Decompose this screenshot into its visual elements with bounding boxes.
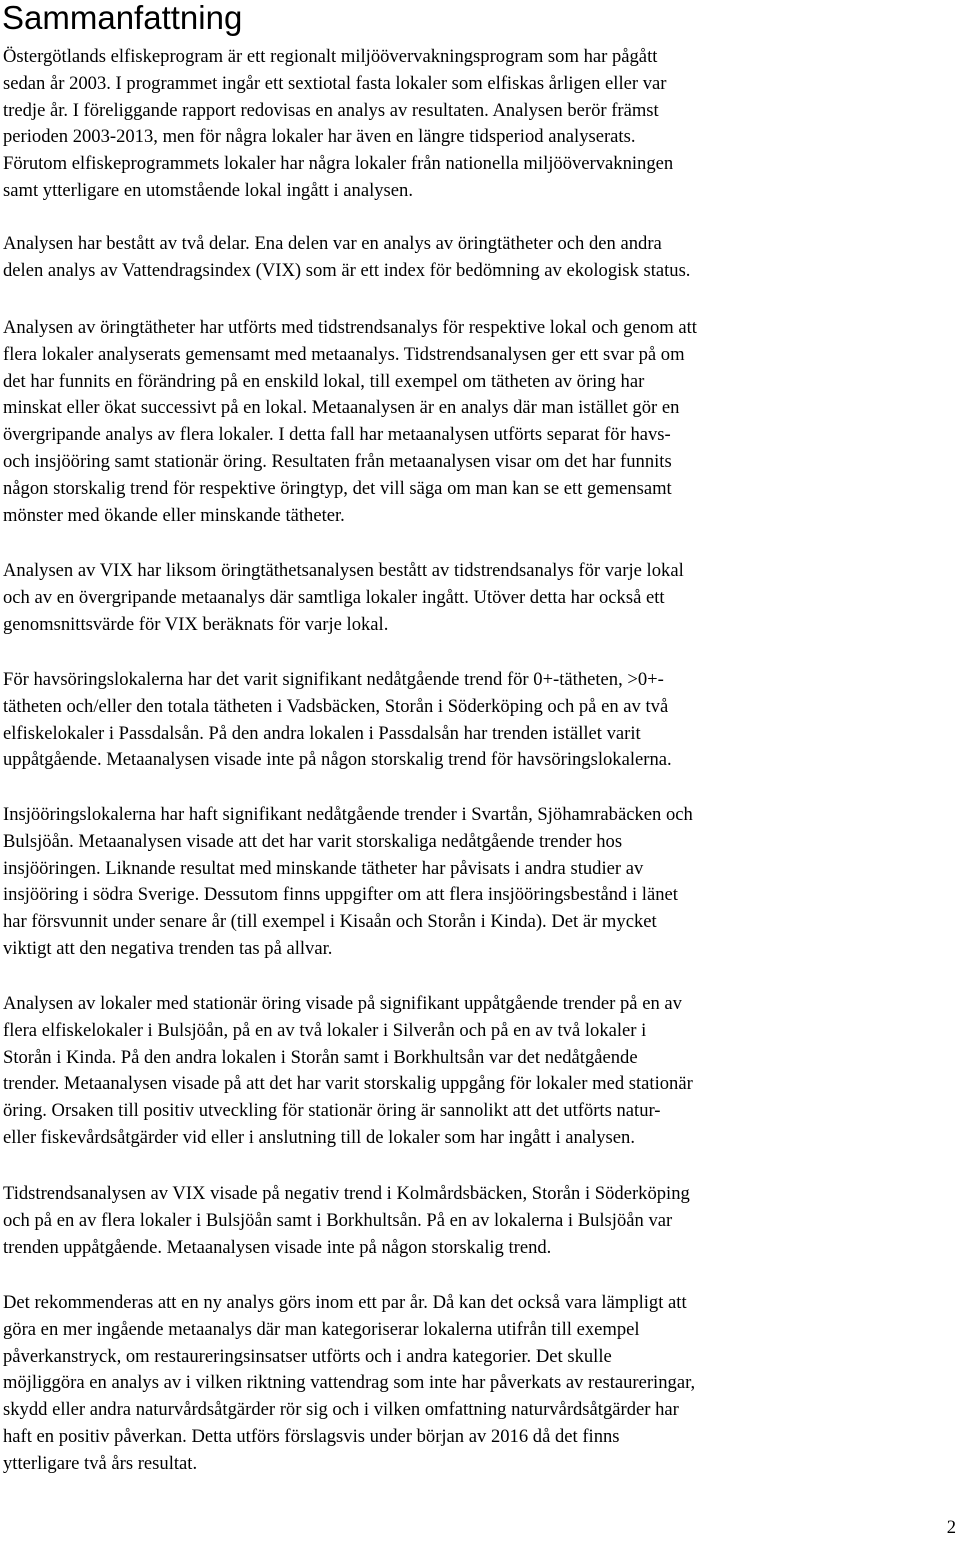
text-line: insjööringen. Liknande resultat med minskande tätheter har påvisats i andra studier av: [3, 857, 644, 879]
text-line: öring. Orsaken till positiv utveckling för stationär öring är sannolikt att det utförts natur-: [3, 1100, 661, 1122]
paragraph-sea-trout-results: [3, 667, 672, 774]
text-line: och av en övergripande metaanalys där samtliga lokaler ingått. Utöver detta har också ett: [3, 586, 665, 608]
text-line: Insjööringslokalerna har haft signifikant nedåtgående trender i Svartån, Sjöhamrabäcken och: [3, 804, 693, 825]
paragraph-analysis-parts: [3, 231, 690, 285]
paragraph-lake-trout-results: [3, 802, 693, 963]
text-line: Analysen har bestått av två delar. Ena delen var en analys av öringtätheter och den andra: [3, 233, 662, 254]
text-line: möjliggöra en analys av i vilken riktning vattendrag som inte har påverkats av restaureringar,: [3, 1372, 696, 1394]
text-line: Förutom elfiskeprogrammets lokaler har några lokaler från nationella miljöövervakningen: [3, 153, 674, 175]
text-line: har försvunnit under senare år (till exempel i Kisaån och Storån i Kinda). Det är mycket: [3, 911, 657, 933]
text-line: uppåtgående. Metaanalysen visade inte på någon storskalig trend för havsöringslokalerna.: [3, 749, 672, 771]
text-line: samt ytterligare en utomstående lokal ingått i analysen.: [3, 179, 413, 201]
text-line: insjööring i södra Sverige. Dessutom finns uppgifter om att flera insjööringsbestånd i länet: [3, 884, 678, 906]
text-line: göra en mer ingående metaanalys där man kategoriserar lokalerna utifrån till exempel: [3, 1318, 640, 1340]
text-line: trenden uppåtgående. Metaanalysen visade inte på någon storskalig trend.: [3, 1236, 552, 1258]
text-line: och insjööring samt stationär öring. Resultaten från metaanalysen visar om det har funnits: [3, 450, 672, 472]
text-line: och på en av flera lokaler i Bulsjöån samt i Borkhultsån. På en av lokalerna i Bulsjöån var: [3, 1209, 673, 1231]
text-line: För havsöringslokalerna har det varit signifikant nedåtgående trend för 0+-tätheten, >0+-: [3, 669, 664, 690]
text-line: Analysen av öringtätheter har utförts med tidstrendsanalys för respektive lokal och genom att: [3, 317, 697, 338]
text-line: genomsnittsvärde för VIX beräknats för varje lokal.: [3, 613, 389, 635]
text-line: tredje år. I föreliggande rapport redovisas en analys av resultaten. Analysen berör främst: [3, 99, 659, 121]
paragraph-vix-results: [3, 1181, 690, 1261]
text-line: ytterligare två års resultat.: [3, 1452, 198, 1474]
text-line: någon storskalig trend för respektive öringtyp, det vill säga om man kan se ett gemensamt: [3, 477, 672, 499]
text-line: tätheten och/eller den totala tätheten i Vadsbäcken, Storån i Söderköping och på en av två: [3, 695, 669, 717]
page-heading: Sammanfattning: [2, 0, 243, 36]
text-line: övergripande analys av flera lokaler. I detta fall har metaanalysen utförts separat för havs-: [3, 424, 671, 446]
paragraph-vix-method: [3, 558, 684, 638]
text-line: Analysen av lokaler med stationär öring visade på signifikant uppåtgående trender på en av: [3, 993, 682, 1014]
text-line: Storån i Kinda. På den andra lokalen i Storån samt i Borkhultsån var det nedåtgående: [3, 1046, 638, 1068]
text-line: minskat eller ökat successivt på en lokal. Metaanalysen är en analys där man istället gör en: [3, 397, 680, 419]
text-line: eller fiskevårdsåtgärder vid eller i anslutning till de lokaler som har ingått i analysen.: [3, 1126, 635, 1148]
text-line: delen analys av Vattendragsindex (VIX) som är ett index för bedömning av ekologisk status.: [3, 259, 691, 281]
text-line: det har funnits en förändring på en enskild lokal, till exempel om tätheten av öring har: [3, 370, 645, 392]
text-line: sedan år 2003. I programmet ingår ett sextiotal fasta lokaler som elfiskas årligen eller var: [3, 72, 667, 94]
text-line: flera lokaler analyserats gemensamt med metaanalys. Tidstrendsanalysen ger ett svar på om: [3, 343, 685, 365]
text-line: viktigt att den negativa trenden tas på allvar.: [3, 937, 333, 959]
text-line: perioden 2003-2013, men för några lokaler har även en längre tidsperiod analyserats.: [3, 126, 636, 148]
paragraph-recommendation: [3, 1290, 695, 1478]
page-number: 2: [946, 1517, 956, 1538]
text-line: Det rekommenderas att en ny analys görs inom ett par år. Då kan det också vara lämpligt att: [3, 1292, 687, 1313]
text-line: haft en positiv påverkan. Detta utförs förslagsvis under början av 2016 då det finns: [3, 1425, 620, 1447]
text-line: Analysen av VIX har liksom öringtäthetsanalysen bestått av tidstrendsanalys för varje lokal: [3, 560, 684, 581]
text-line: skydd eller andra naturvårdsåtgärder rör sig och i vilken omfattning naturvårdsåtgärder har: [3, 1399, 679, 1421]
text-line: Tidstrendsanalysen av VIX visade på negativ trend i Kolmårdsbäcken, Storån i Söderköping: [3, 1183, 690, 1204]
text-line: Östergötlands elfiskeprogram är ett regionalt miljöövervakningsprogram som har pågått: [3, 46, 658, 67]
paragraph-trout-density-method: [3, 315, 697, 529]
text-line: elfiskelokaler i Passdalsån. På den andra lokalen i Passdalsån har trenden istället varit: [3, 722, 641, 744]
text-line: Bulsjöån. Metaanalysen visade att det har varit storskaliga nedåtgående trender hos: [3, 830, 623, 852]
text-line: flera elfiskelokaler i Bulsjöån, på en av två lokaler i Silverån och på en av två lokaler i: [3, 1019, 647, 1041]
text-line: trender. Metaanalysen visade på att det har varit storskalig uppgång för lokaler med stationär: [3, 1073, 693, 1095]
paragraph-stationary-trout-results: [3, 991, 693, 1152]
text-line: mönster med ökande eller minskande tätheter.: [3, 504, 345, 526]
text-line: påverkanstryck, om restaureringsinsatser utförts och i andra kategorier. Det skulle: [3, 1345, 612, 1367]
paragraph-program-intro: [3, 44, 673, 205]
